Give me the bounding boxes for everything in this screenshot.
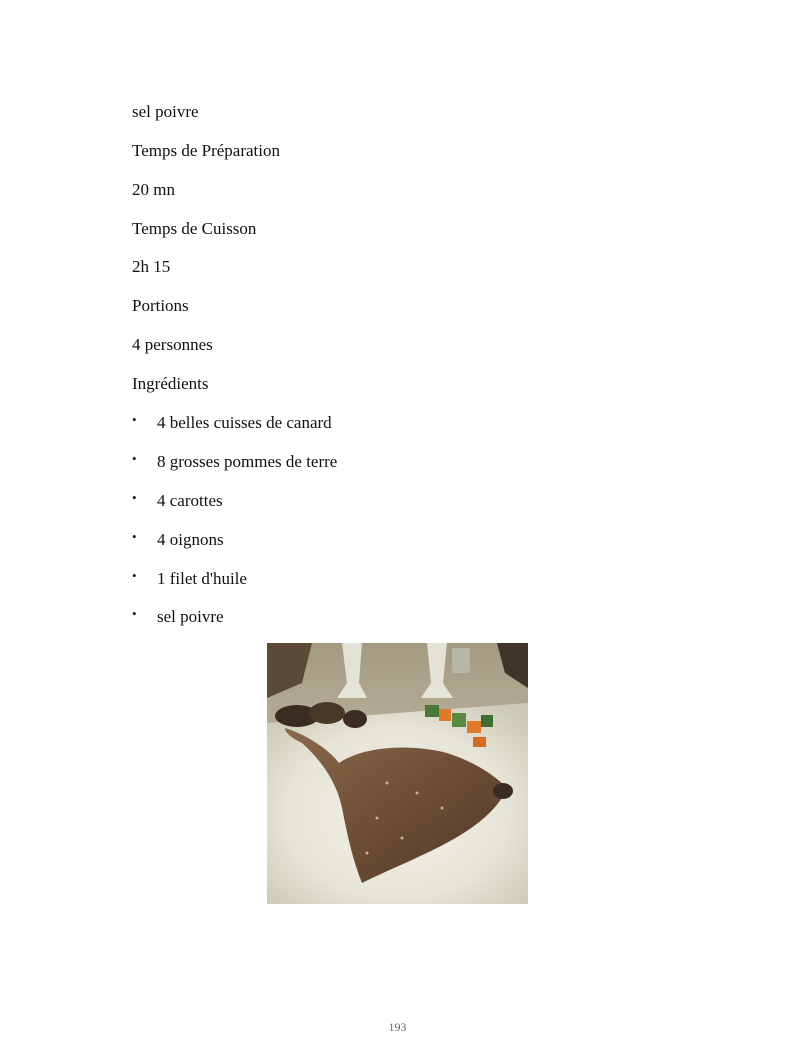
ingredient-text: sel poivre xyxy=(157,607,224,626)
prep-time-value: 20 mn xyxy=(132,180,175,199)
bullet-icon: • xyxy=(132,568,137,583)
ingredient-text: 4 oignons xyxy=(157,530,224,549)
ingredient-text: 8 grosses pommes de terre xyxy=(157,452,338,471)
ingredient-text: 4 carottes xyxy=(157,491,223,510)
bullet-icon: • xyxy=(132,412,137,427)
ingredient-text: 1 filet d'huile xyxy=(157,569,247,588)
bullet-icon: • xyxy=(132,529,137,544)
bullet-icon: • xyxy=(132,490,137,505)
dish-photo xyxy=(267,643,528,904)
seasoning-line: sel poivre xyxy=(132,102,199,121)
portions-value: 4 personnes xyxy=(132,335,213,354)
cook-time-label: Temps de Cuisson xyxy=(132,219,257,238)
prep-time-label: Temps de Préparation xyxy=(132,141,280,160)
ingredients-heading: Ingrédients xyxy=(132,374,209,393)
page-number: 193 xyxy=(388,1020,407,1034)
portions-label: Portions xyxy=(132,296,189,315)
bullet-icon: • xyxy=(132,606,137,621)
cook-time-value: 2h 15 xyxy=(132,257,171,276)
bullet-icon: • xyxy=(132,451,137,466)
ingredient-text: 4 belles cuisses de canard xyxy=(157,413,332,432)
